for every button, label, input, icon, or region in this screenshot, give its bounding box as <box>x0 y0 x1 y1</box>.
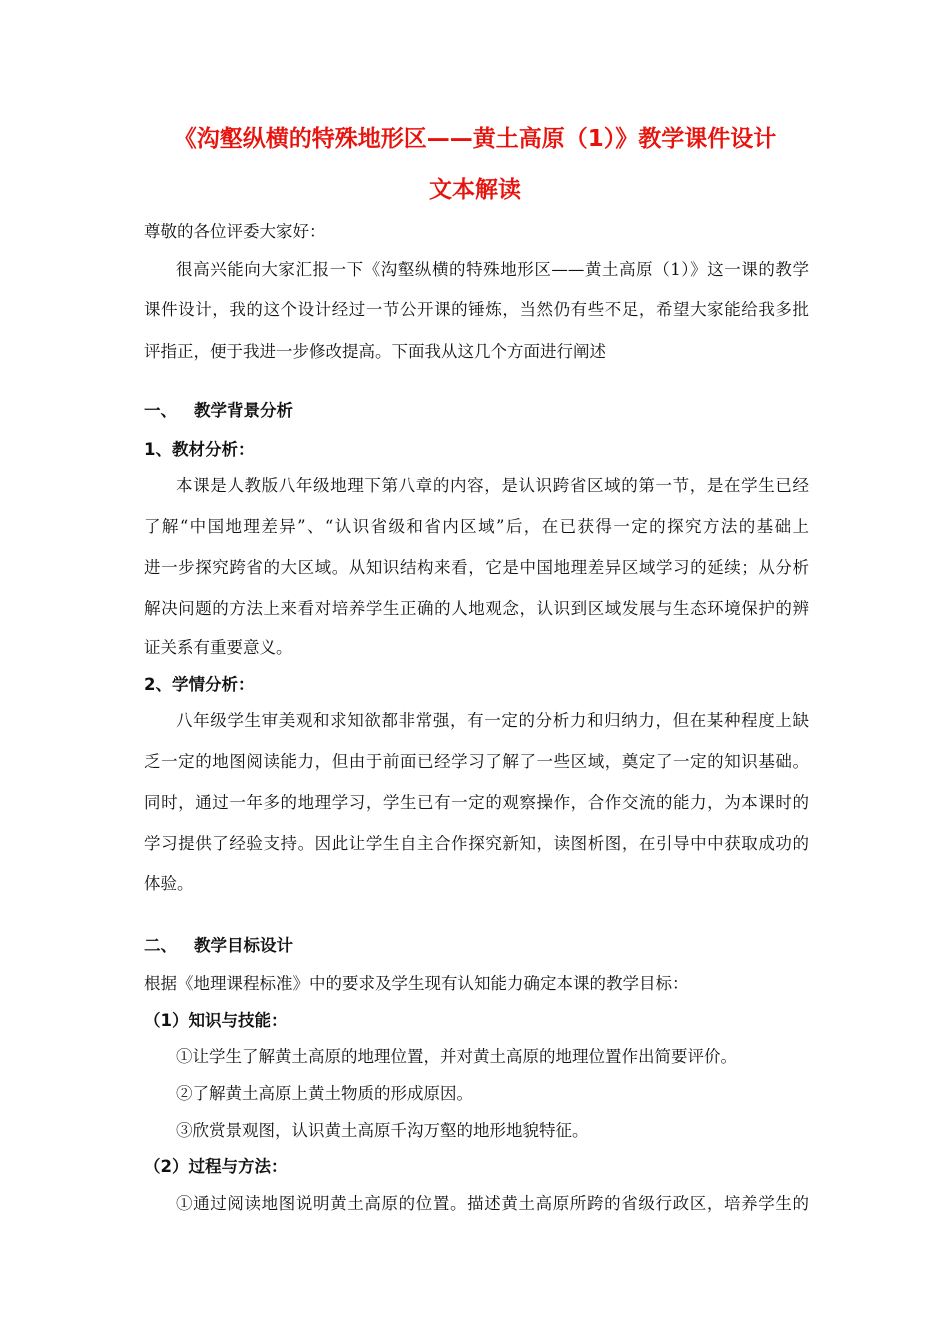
list-item: ②了解黄土高原上黄土物质的形成原因。 <box>176 1084 473 1103</box>
list-item: ①通过阅读地图说明黄土高原的位置。描述黄土高原所跨的省级行政区，培养学生的 <box>176 1194 809 1213</box>
subsection-heading: （1）知识与技能： <box>144 1011 288 1030</box>
greeting: 尊敬的各位评委大家好： <box>144 222 326 241</box>
section-title: 教学背景分析 <box>194 401 293 420</box>
paragraph-line: 体验。 <box>144 874 194 893</box>
paragraph-line: 乏一定的地图阅读能力，但由于前面已经学习了解了一些区域，奠定了一定的知识基础。 <box>144 752 809 771</box>
paragraph-line: 根据《地理课程标准》中的要求及学生现有认知能力确定本课的教学目标： <box>144 974 689 993</box>
list-item: ③欣赏景观图，认识黄土高原千沟万壑的地形地貌特征。 <box>176 1121 589 1140</box>
document-subtitle: 文本解读 <box>429 177 521 203</box>
subsection-heading: 1、教材分析： <box>144 440 255 459</box>
intro-line: 课件设计，我的这个设计经过一节公开课的锤炼，当然仍有些不足，希望大家能给我多批 <box>144 300 809 319</box>
paragraph-line: 学习提供了经验支持。因此让学生自主合作探究新知，读图析图，在引导中中获取成功的 <box>144 834 809 853</box>
list-item: ①让学生了解黄土高原的地理位置，并对黄土高原的地理位置作出简要评价。 <box>176 1047 737 1066</box>
paragraph-line: 本课是人教版八年级地理下第八章的内容，是认识跨省区域的第一节，是在学生已经 <box>176 476 809 495</box>
subsection-heading: （2）过程与方法： <box>144 1157 288 1176</box>
paragraph-line: 进一步探究跨省的大区域。从知识结构来看，它是中国地理差异区域学习的延续；从分析 <box>144 558 809 577</box>
section-number: 一、 <box>144 401 177 420</box>
intro-line: 很高兴能向大家汇报一下《沟壑纵横的特殊地形区——黄土高原（1）》这一课的教学 <box>176 260 809 279</box>
intro-line: 评指正，便于我进一步修改提高。下面我从这几个方面进行阐述 <box>144 342 606 361</box>
paragraph-line: 证关系有重要意义。 <box>144 638 293 657</box>
subsection-heading: 2、学情分析： <box>144 675 255 694</box>
paragraph-line: 同时，通过一年多的地理学习，学生已有一定的观察操作，合作交流的能力，为本课时的 <box>144 793 809 812</box>
section-title: 教学目标设计 <box>194 936 293 955</box>
paragraph-line: 了解“中国地理差异”、“认识省级和省内区域”后，在已获得一定的探究方法的基础上 <box>144 517 809 536</box>
document-title: 《沟壑纵横的特殊地形区——黄土高原（1）》教学课件设计 <box>173 126 777 152</box>
paragraph-line: 解决问题的方法上来看对培养学生正确的人地观念，认识到区域发展与生态环境保护的辨 <box>144 599 809 618</box>
paragraph-line: 八年级学生审美观和求知欲都非常强，有一定的分析力和归纳力，但在某种程度上缺 <box>176 711 809 730</box>
section-heading <box>144 935 809 957</box>
section-number: 二、 <box>144 936 177 955</box>
section-heading <box>144 400 809 422</box>
